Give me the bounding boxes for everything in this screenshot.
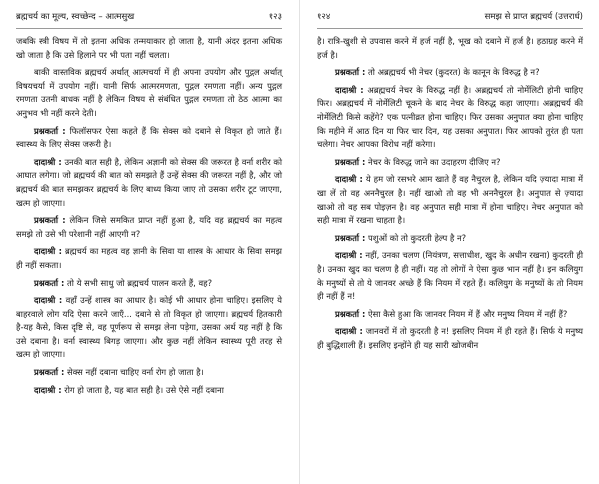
speaker-label: प्रश्नकर्ता : — [34, 367, 65, 378]
paragraph — [317, 173, 583, 227]
paragraph — [16, 66, 282, 120]
speaker-label: प्रश्नकर्ता : — [34, 125, 66, 136]
paragraph-text: पशुओं को तो कुदरती हेल्प है न? — [368, 232, 467, 243]
paragraph-text: रोग हो जाता है, यह बात सही है। उसे ऐसे नहीं दबाना — [64, 384, 224, 395]
paragraph-text: ये हम जो रसभरे आम खाते हैं वह नैचुरल है, लेकिन यदि ज़्यादा मात्रा में खा लें तो वह अननैचुरल है। नहीं खाओ तो वह भी अननैचुरल है। अनुपात से ज़्यादा खाओ तो वह सब पोइज़न है। वह अनुपात सही मात्रा में होना चाहिए। नेचर अनुपात को सही मात्रा में रखना चाहता है। — [317, 174, 583, 226]
paragraph-text: ब्रह्मचर्य का महत्व वह ज्ञानी के सिवा या शास्त्र के आधार के सिवा समझ ही नहीं सकता। — [16, 246, 282, 270]
speaker-label: प्रश्नकर्ता : — [335, 232, 366, 243]
paragraph — [317, 308, 583, 322]
paragraph-text: उनकी बात सही है, लेकिन अज्ञानी को सेक्स की जरूरत है वर्ना शरीर को आघात लगेगा। जो ब्रह्मचर्य की बात को समझते हैं उन्हें सेक्स की जरूरत नहीं है, और जो ब्रह्मचर्य की बात समझकर ब्रह्मचर्य के लिए बाध्य किया जाए तो उसका शरीर टूट जाएगा, खत्म हो जाएगा। — [16, 156, 282, 208]
speaker-label: दादाश्री : — [34, 384, 62, 395]
left-page-header — [16, 8, 282, 29]
paragraph — [317, 84, 583, 152]
paragraph-text: बाकी वास्तविक ब्रह्मचर्य अर्थात् आत्मचर्या में ही अपना उपयोग और पुद्गल अर्थात् विषयचर्या में उपयोग नहीं। यानी सिर्फ आत्मरमणता, पुद्गल रमणता नहीं। अन्य पुद्गल रमणता उतनी बाधक नहीं है लेकिन विषय से संबंधित पुद्गल रमणता तो ठेठ आत्मा का अनुभव भी नहीं करने देती। — [16, 67, 282, 118]
speaker-label: दादाश्री : — [34, 246, 62, 257]
speaker-label: दादाश्री : — [335, 174, 363, 185]
paragraph-text: फिलॉसफर ऐसा कहते हैं कि सेक्स को दबाने से विकृत हो जाते हैं। स्वास्थ्य के लिए सेक्स जरूरी है। — [16, 125, 283, 150]
paragraph-text: है। रात्रि-खुशी से उपवास करने में हर्ज नहीं है, भूख को दबाने में हर्ज है। हठाग्रह करने में हर्ज है। — [317, 36, 583, 60]
speaker-label: दादाश्री : — [34, 156, 62, 167]
paragraph-text: जानवरों में तो कुदरती है न! इसलिए नियम में ही रहते हैं। सिर्फ ये मनुष्य ही बुद्धिशाली हैं। इसलिए इन्होंने ही यह सारी खोजबीन — [317, 326, 583, 350]
paragraph-text: नेचर के विरुद्ध जाने का उदाहरण दीजिए न? — [368, 156, 501, 167]
paragraph-text: तो अब्रह्मचर्य भी नेचर (कुदरत) के कानून के विरुद्ध है न? — [368, 67, 540, 78]
paragraph — [317, 249, 583, 303]
right-page — [305, 0, 595, 484]
speaker-label: दादाश्री : — [335, 250, 363, 261]
paragraph-text: नहीं, उनका चलण (नियंत्रण, सत्ताधीश, खुद के अधीन रखना) कुदरती ही है। उनका खुद का चलण है ही नहीं। यह तो लोगों ने ऐसा कुछ भान नहीं है। इन कलियुग के मनुष्यों से तो ये जानवर अच्छे हैं कि नियम में रहते हैं। कलियुग के मनुष्यों के तो नियम ही नहीं हैं न! — [317, 250, 583, 302]
paragraph — [16, 214, 282, 241]
paragraph-text: जबकि स्त्री विषय में तो इतना अधिक तन्मयाकार हो जाता है, यानी अंदर इतना अधिक खो जाता है कि उसे हिलाने पर भी पता नहीं चलता। — [16, 36, 282, 60]
paragraph — [16, 156, 282, 210]
paragraph — [317, 156, 583, 170]
paragraph — [317, 35, 583, 62]
right-running-title: समझ से प्राप्त ब्रह्मचर्य (उत्तरार्ध) — [484, 12, 583, 22]
paragraph-text: लेकिन जिसे समकित प्राप्त नहीं हुआ है, यदि वह ब्रह्मचर्य का महत्व समझे तो उसे भी परेशानी नहीं आएगी न? — [16, 215, 282, 239]
paragraph — [16, 35, 282, 62]
paragraph-text: वहाँ उन्हें शास्त्र का आधार है। कोई भी आधार होना चाहिए। इसलिए ये बाहरवाले लोग यदि ऐसा करने जाएँ... दबाने से तो विकृत हो जाएगा। ब्रह्मचर्य हितकारी है-यह कैसे, किस दृष्टि से, वह पूर्णरूप से समझ लेना पड़ेगा, उसका अर्थ यह नहीं है कि उसे दबाना है। वर्ना स्वास्थ्य बिगड़ जाएगा। और कुछ नहीं लेकिन स्वास्थ्य पूरी तरह से खत्म हो जाएगा। — [16, 295, 282, 360]
paragraph — [16, 125, 282, 152]
paragraph — [16, 245, 282, 272]
page-gutter — [299, 0, 300, 484]
left-page — [4, 0, 294, 484]
right-page-header — [317, 8, 583, 29]
speaker-label: प्रश्नकर्ता : — [335, 308, 366, 319]
paragraph — [317, 232, 583, 246]
paragraph — [16, 277, 282, 291]
right-page-body — [305, 29, 595, 352]
left-page-number: १२३ — [268, 12, 282, 22]
paragraph — [16, 294, 282, 362]
speaker-label: दादाश्री : — [34, 295, 63, 306]
paragraph-text: तो ये सभी साधु जो ब्रह्मचर्य पालन करते हैं, वह? — [67, 277, 213, 288]
speaker-label: प्रश्नकर्ता : — [34, 215, 66, 226]
speaker-label: दादाश्री : — [335, 84, 364, 95]
right-page-number: १२४ — [317, 12, 331, 22]
left-page-body — [4, 29, 294, 397]
speaker-label: प्रश्नकर्ता : — [335, 156, 366, 167]
paragraph-text: अब्रह्मचर्य नेचर के विरुद्ध नहीं है। अब्रह्मचर्य तो नोर्मेलिटी होनी चाहिए फिर। अब्रह्मचर्य में नोर्मेलिटी चूकने के बाद नेचर के विरुद्ध कहा जाएगा। अब्रह्मचर्य की नोर्मेलिटी किसे कहेंगे? एक पत्नीव्रत होना चाहिए। फिर उसका अनुपात क्या होना चाहिए कि महीने में आठ दिन या फिर चार दिन, यह उसका अनुपात। फिर आपको तुरंत ही पता चलेगा। नेचर आपका विरोध नहीं करेगा। — [317, 84, 583, 150]
speaker-label: प्रश्नकर्ता : — [34, 277, 65, 288]
paragraph-text: ऐसा कैसे हुआ कि जानवर नियम में हैं और मनुष्य नियम में नहीं हैं? — [368, 308, 568, 319]
paragraph — [317, 66, 583, 80]
speaker-label: प्रश्नकर्ता : — [335, 67, 366, 78]
paragraph — [16, 366, 282, 380]
paragraph — [16, 384, 282, 398]
paragraph-text: सेक्स नहीं दबाना चाहिए वर्ना रोग हो जाता है। — [67, 367, 204, 378]
paragraph — [317, 325, 583, 352]
speaker-label: दादाश्री : — [335, 326, 363, 337]
left-running-title: ब्रह्मचर्य का मूल्य, स्वच्छेन्द – आत्मसुख — [16, 12, 135, 22]
